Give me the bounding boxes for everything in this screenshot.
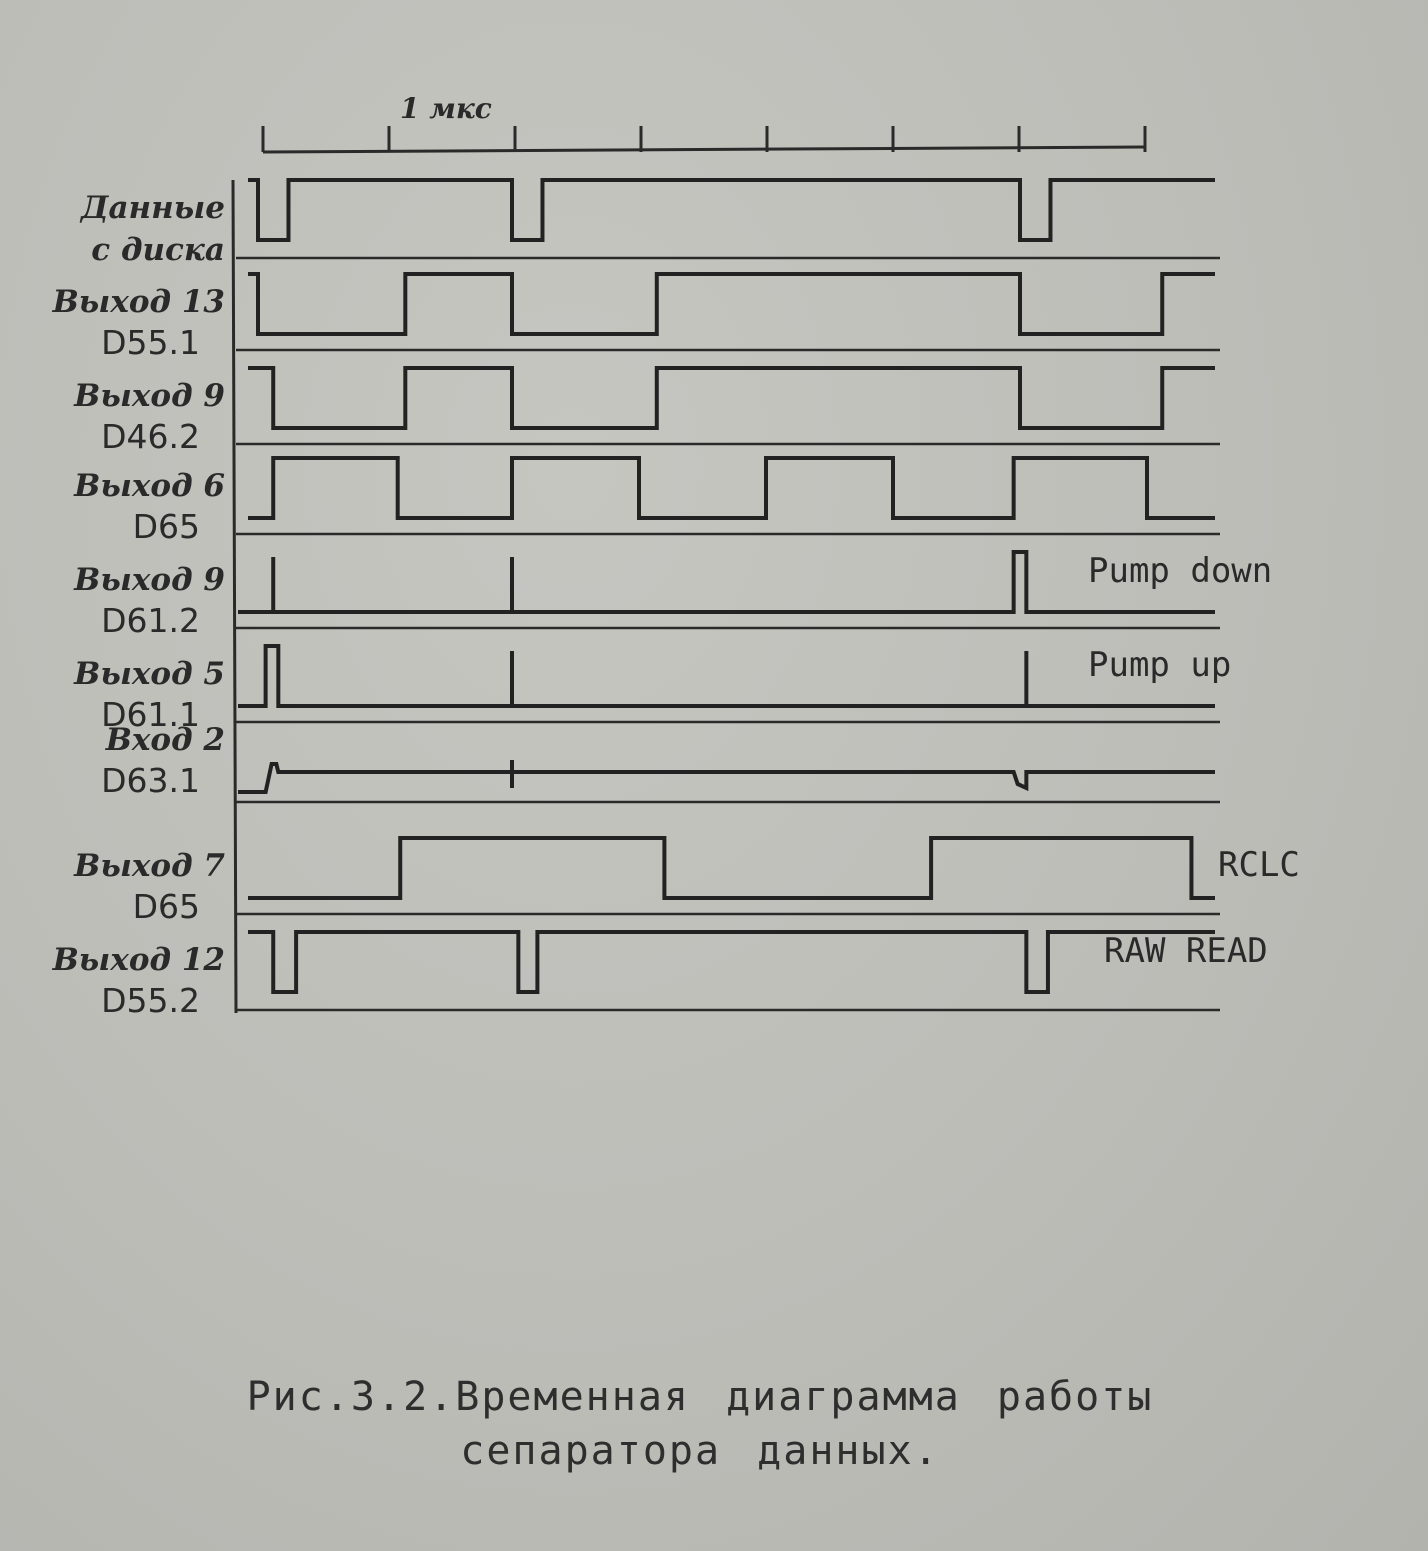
- signal-sublabel: D55.2: [101, 981, 200, 1020]
- signal-row: [73, 645, 1231, 734]
- signal-row: [101, 722, 1220, 802]
- signal-waveform: [238, 552, 1215, 612]
- signal-right-label: Pump up: [1088, 645, 1232, 685]
- signal-waveform: [248, 180, 1215, 240]
- signal-sublabel: D61.1: [101, 695, 200, 734]
- caption-line-2: сепаратора данных.: [460, 1428, 940, 1474]
- signal-label: Вход 2: [105, 722, 225, 758]
- caption-line-1: Рис.3.2.Временная диаграмма работы: [246, 1374, 1154, 1420]
- time-scale-label: 1 мкс: [400, 92, 492, 125]
- figure-caption: [180, 1370, 1220, 1478]
- signal-label: Выход 5: [74, 656, 225, 692]
- signal-waveform: [248, 838, 1215, 898]
- signal-label: Выход 13: [52, 284, 225, 320]
- signal-waveform: [248, 368, 1215, 428]
- signal-sublabel: D63.1: [101, 761, 200, 800]
- signal-right-label: RAW READ: [1104, 931, 1268, 971]
- signal-row: [73, 838, 1300, 926]
- signal-sublabel: D65: [132, 507, 200, 546]
- signal-waveform: [238, 646, 1215, 706]
- signal-row: [79, 180, 1220, 268]
- signal-right-label: RCLC: [1218, 845, 1300, 885]
- signal-sublabel: D65: [132, 887, 200, 926]
- signal-right-label: Pump down: [1088, 551, 1273, 591]
- signal-row: [52, 274, 1220, 362]
- time-axis-line: [263, 147, 1145, 152]
- signal-row: [73, 368, 1220, 456]
- signal-label: Выход 6: [74, 468, 225, 504]
- signal-label: Выход 9: [74, 378, 225, 414]
- signal-row: [52, 931, 1268, 1020]
- signal-label: Данные: [80, 190, 225, 226]
- signal-row: [73, 551, 1272, 640]
- signal-label: Выход 7: [74, 848, 225, 884]
- signal-label: Выход 9: [74, 562, 225, 598]
- signal-sublabel: D61.2: [101, 601, 200, 640]
- signal-rows: [52, 180, 1300, 1020]
- signal-row: [73, 458, 1220, 546]
- time-scale: [263, 92, 1145, 152]
- signal-waveform: [238, 760, 1215, 792]
- signal-waveform: [248, 274, 1215, 334]
- signal-label: Выход 12: [52, 942, 225, 978]
- signal-sublabel: с диска: [91, 232, 225, 268]
- left-frame-line: [233, 180, 236, 1013]
- signal-sublabel: D46.2: [101, 417, 200, 456]
- signal-waveform: [248, 458, 1215, 518]
- signal-sublabel: D55.1: [101, 323, 200, 362]
- signal-waveform: [248, 932, 1215, 992]
